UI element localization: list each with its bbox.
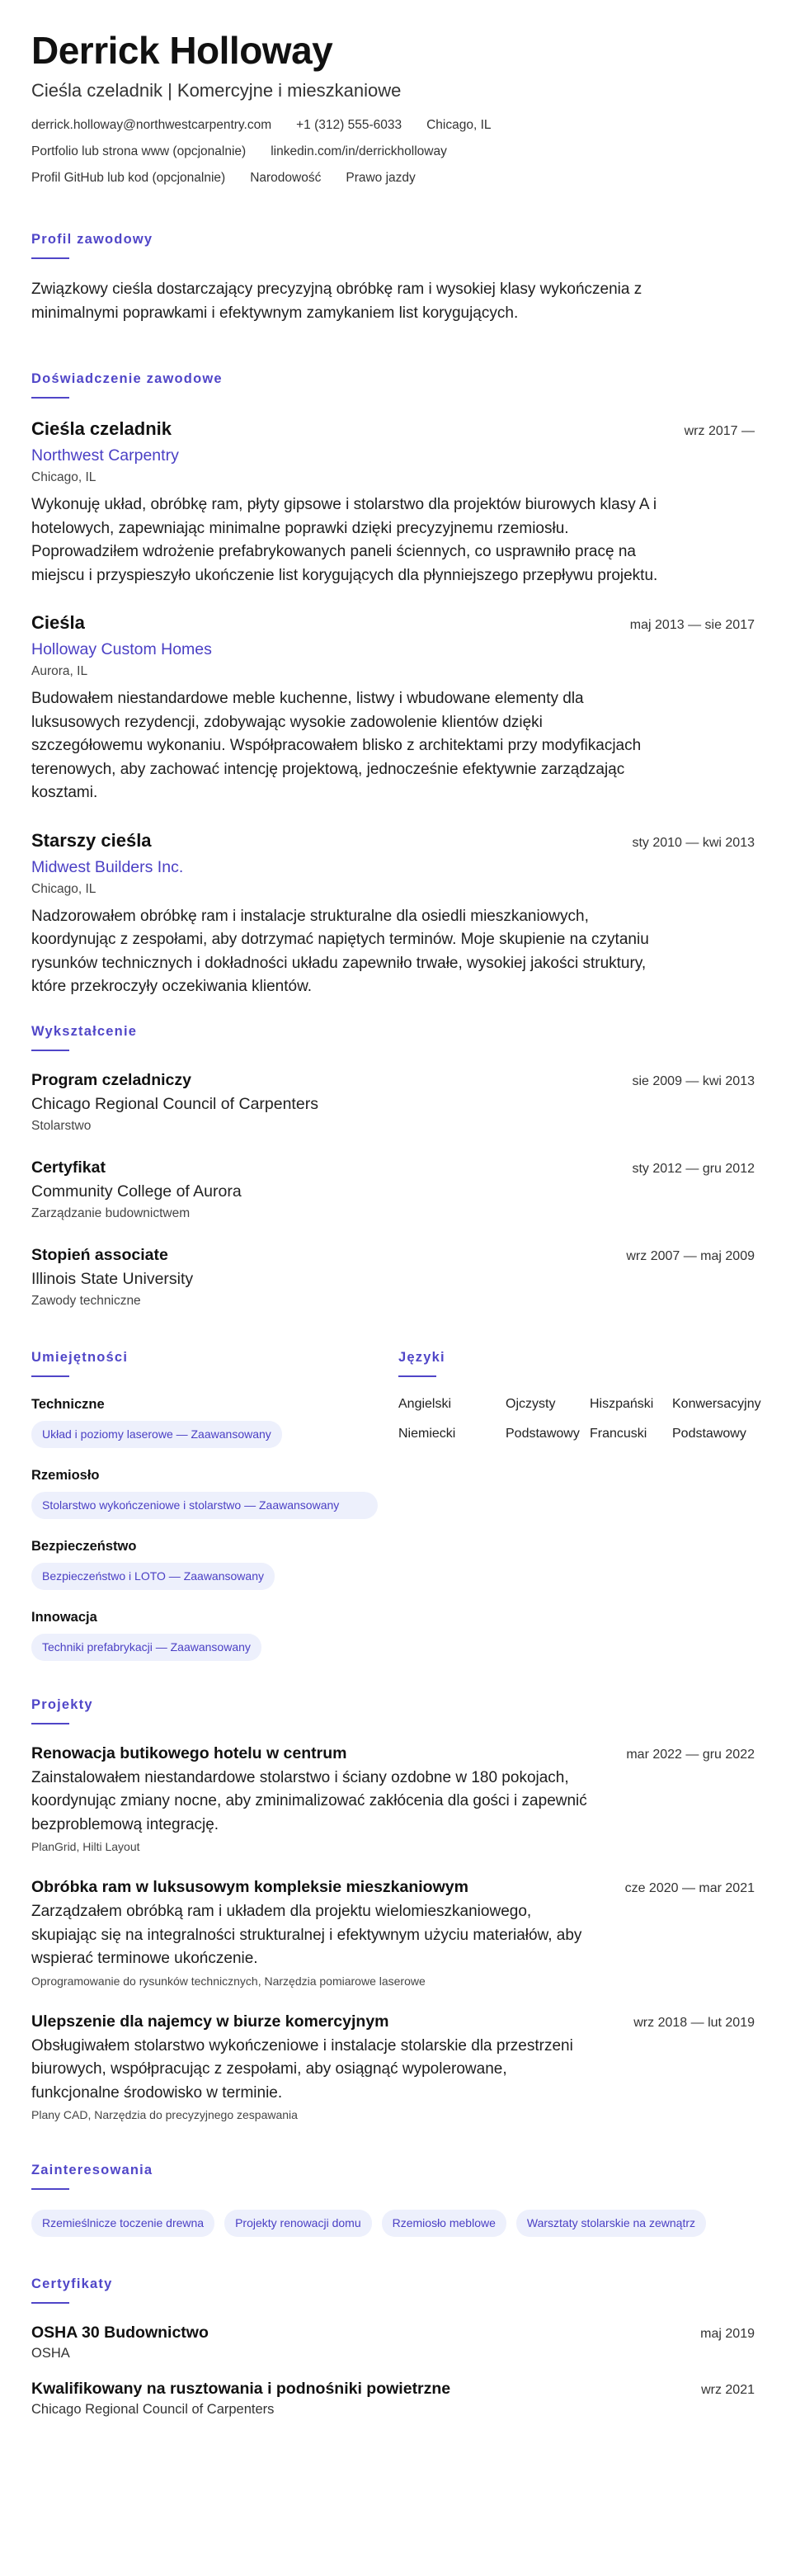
candidate-name: Derrick Holloway [31,29,333,72]
section-divider [31,1375,69,1377]
language-name: Niemiecki [398,1426,456,1441]
section-title: Profil zawodowy [31,231,153,247]
education-dates: sie 2009 — kwi 2013 [632,1073,755,1088]
interests-list [31,2210,755,2237]
school: Chicago Regional Council of Carpenters [31,1094,318,1113]
degree: Stopień associate [31,1245,168,1264]
section-title: Umiejętności [31,1349,129,1365]
job-entry [31,418,755,587]
job-description: Budowałem niestandardowe meble kuchenne, listwy i wbudowane elementy dla luksusowych rezydencji, zdobywając wysokie zadowolenie klientów dzięki szczegółowemu wykonaniu. Współpracowałem blisko z architektami przy modyfikacjach terenowych, aby zachować intencję projektową, jednocześnie efektywnie zarządzając kosztami. [31,690,642,802]
job-title: Cieśla [31,612,85,634]
section-divider [31,1050,69,1051]
project-tools: Oprogramowanie do rysunków technicznych, Narzędzia pomiarowe laserowe [31,1974,426,1988]
certification-entry [31,2380,755,2418]
interests-section [31,2163,755,2237]
skills-section [31,1350,398,1661]
section-divider [31,397,69,399]
job-description: Nadzorowałem obróbkę ram i instalacje strukturalne dla osiedli mieszkaniowych, koordynując z zespołami, aby dotrzymać napiętych terminów. Moje skupienie na czytaniu rysunków technicznych i dokładności układu zapewniło trwałe, wysokiej jakości struktury, które przekroczyły oczekiwania klientów. [31,907,649,996]
skills-languages-row [31,1349,761,1661]
project-title: Obróbka ram w luksusowym kompleksie mieszkaniowym [31,1878,468,1897]
field-of-study: Zawody techniczne [31,1293,141,1308]
job-dates: maj 2013 — sie 2017 [629,618,755,633]
section-divider [398,1375,436,1377]
headline: Cieśla czeladnik | Komercyjne i mieszkaniowe [31,79,402,101]
resume-header [31,30,755,186]
driving-license: Prawo jazdy [346,170,416,185]
job-title: Cieśla czeladnik [31,418,172,440]
skill-group [31,1610,398,1661]
company-name: Northwest Carpentry [31,446,179,465]
phone-link[interactable]: +1 (312) 555-6033 [296,117,402,132]
job-entry [31,830,755,999]
languages-section [398,1349,761,1661]
education-section [31,1024,755,1309]
skill-chip: Układ i poziomy laserowe — Zaawansowany [31,1421,282,1448]
email-link[interactable]: derrick.holloway@northwestcarpentry.com [31,117,272,132]
job-location: Chicago, IL [31,470,96,485]
school: Community College of Aurora [31,1182,242,1201]
job-dates: wrz 2017 — [684,424,755,439]
contact-row-3 [31,171,755,186]
summary-section [31,232,755,326]
section-title: Zainteresowania [31,2163,153,2178]
job-entry [31,612,755,805]
education-dates: sty 2012 — gru 2012 [632,1161,755,1176]
language-level: Konwersacyjny [672,1396,761,1411]
education-entry [31,1246,755,1309]
location: Chicago, IL [426,117,492,132]
section-title: Języki [398,1349,445,1365]
job-dates: sty 2010 — kwi 2013 [632,835,755,850]
project-description: Zarządzałem obróbką ram i układem dla projektu wielomieszkaniowego, skupiając się na integralności strukturalnej i efektywnym użyciu materiałów, aby wspierać terminowe ukończenie. [31,1903,582,1968]
certification-date: wrz 2021 [701,2382,755,2397]
skill-category: Techniczne [31,1396,105,1412]
github-link[interactable]: Profil GitHub lub kod (opcjonalnie) [31,170,226,185]
language-name: Francuski [590,1426,647,1441]
skill-chip: Techniki prefabrykacji — Zaawansowany [31,1634,261,1661]
project-tools: PlanGrid, Hilti Layout [31,1840,140,1854]
education-dates: wrz 2007 — maj 2009 [626,1248,755,1263]
language-level: Podstawowy [672,1426,746,1441]
section-divider [31,2302,69,2304]
languages-grid [398,1396,761,1441]
job-title: Starszy cieśla [31,829,152,851]
project-dates: cze 2020 — mar 2021 [624,1881,755,1896]
project-dates: wrz 2018 — lut 2019 [633,2015,755,2030]
degree: Certyfikat [31,1158,106,1177]
skill-chip: Stolarstwo wykończeniowe i stolarstwo — Zaawansowany [31,1492,378,1519]
skill-category: Bezpieczeństwo [31,1538,137,1554]
project-description: Zainstalowałem niestandardowe stolarstwo i ściany ozdobne w 180 pokojach, koordynując zmiany nocne, aby zminimalizować zakłócenia dla gości i zapewnić bezproblemową integrację. [31,1768,587,1833]
field-of-study: Zarządzanie budownictwem [31,1205,191,1220]
degree: Program czeladniczy [31,1070,191,1089]
language-name: Hiszpański [590,1396,654,1411]
section-divider [31,1723,69,1724]
certification-issuer: OSHA [31,2345,70,2361]
project-entry [31,1878,755,1988]
job-description: Wykonuję układ, obróbkę ram, płyty gipsowe i stolarstwo dla projektów biurowych klasy A i hotelowych, zapewniając minimalne poprawki dzięki precyzyjnemu rzemiosłu. Poprowadziłem wdrożenie prefabrykowanych paneli ściennych, co usprawniło pracę na miejscu i przyspieszyło ukończenie list korygujących dla płynniejszego przepływu projektu. [31,496,658,584]
skill-group [31,1539,398,1590]
school: Illinois State University [31,1269,194,1288]
section-title: Projekty [31,1696,93,1712]
section-title: Certyfikaty [31,2276,113,2291]
certification-name: OSHA 30 Budownictwo [31,2323,209,2342]
certification-date: maj 2019 [700,2326,755,2341]
projects-section [31,1697,755,2122]
certification-name: Kwalifikowany na rusztowania i podnośniki powietrzne [31,2379,451,2398]
interest-chip: Projekty renowacji domu [224,2210,372,2237]
skill-category: Rzemiosło [31,1467,100,1483]
interest-chip: Rzemieślnicze toczenie drewna [31,2210,214,2237]
nationality: Narodowość [250,170,322,185]
company-name: Midwest Builders Inc. [31,857,184,876]
skill-group [31,1397,398,1448]
project-tools: Plany CAD, Narzędzia do precyzyjnego zespawania [31,2108,298,2122]
project-title: Ulepszenie dla najemcy w biurze komercyjnym [31,2012,389,2031]
section-title: Wykształcenie [31,1023,138,1039]
contact-row-2 [31,144,755,159]
project-description: Obsługiwałem stolarstwo wykończeniowe i instalacje stolarskie dla przestrzeni biurowych, współpracując z zespołami, aby osiągnąć wypolerowane, funkcjonalne środowisko w terminie. [31,2036,573,2102]
contact-row-1 [31,118,755,133]
education-entry [31,1158,755,1221]
job-location: Chicago, IL [31,881,96,896]
field-of-study: Stolarstwo [31,1118,92,1133]
education-entry [31,1071,755,1134]
section-title: Doświadczenie zawodowe [31,371,223,387]
job-location: Aurora, IL [31,664,88,679]
project-dates: mar 2022 — gru 2022 [626,1747,755,1762]
interest-chip: Rzemiosło meblowe [382,2210,506,2237]
project-title: Renowacja butikowego hotelu w centrum [31,1743,347,1762]
language-level: Ojczysty [506,1396,556,1411]
linkedin-link[interactable]: linkedin.com/in/derrickholloway [271,144,447,158]
portfolio-link[interactable]: Portfolio lub strona www (opcjonalnie) [31,144,247,158]
section-divider [31,2188,69,2190]
project-entry [31,2012,755,2122]
certifications-section [31,2276,755,2418]
skill-category: Innowacja [31,1609,97,1625]
experience-section [31,371,755,999]
language-level: Podstawowy [506,1426,580,1441]
company-name: Holloway Custom Homes [31,640,212,659]
section-divider [31,257,69,259]
certification-entry [31,2324,755,2361]
certification-issuer: Chicago Regional Council of Carpenters [31,2401,275,2417]
skill-chip: Bezpieczeństwo i LOTO — Zaawansowany [31,1563,275,1590]
interest-chip: Warsztaty stolarskie na zewnątrz [516,2210,706,2237]
skill-group [31,1468,398,1519]
language-name: Angielski [398,1396,452,1411]
project-entry [31,1744,755,1854]
summary-text: Związkowy cieśla dostarczający precyzyjną obróbkę ram i wysokiej klasy wykończenia z minimalnymi poprawkami i efektywnym zamykaniem list korygujących. [31,280,642,323]
